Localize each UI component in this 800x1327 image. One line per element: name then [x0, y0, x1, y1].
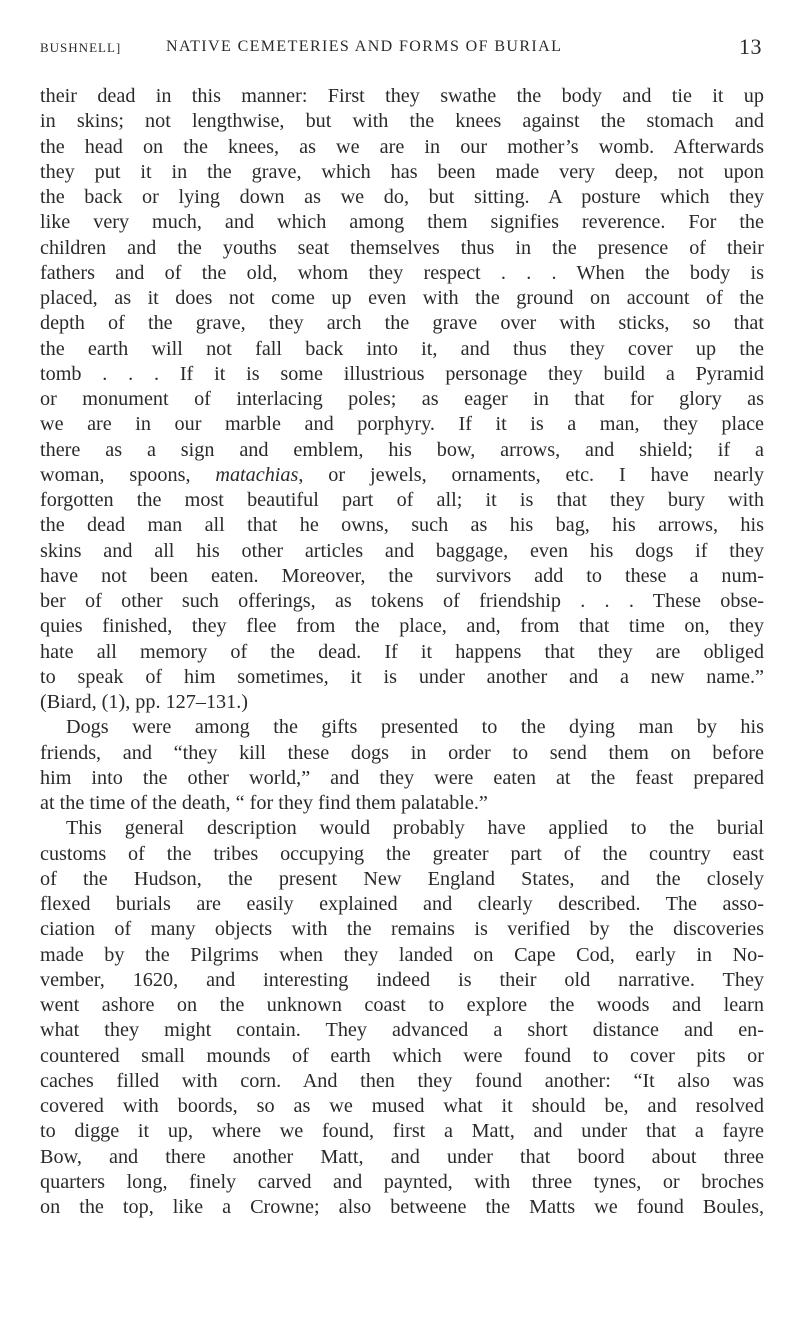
text-line: Bow, and there another Matt, and under that boord about three: [40, 1145, 764, 1168]
text-line: placed, as it does not come up even with the ground on account of the: [40, 287, 764, 309]
text-line: covered with boords, so as we mused what it should be, and resolved: [40, 1095, 764, 1117]
text-line: in skins; not lengthwise, but with the knees against the stomach and: [40, 110, 764, 133]
running-head: [40, 34, 762, 62]
text-line: countered small mounds of earth which were found to cover pits or: [40, 1044, 764, 1067]
text-line: children and the youths seat themselves thus in the presence of their: [40, 236, 764, 259]
text-line: the dead man all that he owns, such as his bag, his arrows, his: [40, 514, 764, 537]
text-line: depth of the grave, they arch the grave over with sticks, so that: [40, 312, 764, 335]
text-line: made by the Pilgrims when they landed on Cape Cod, early in No-: [40, 943, 764, 966]
text-line: went ashore on the unknown coast to explore the woods and learn: [40, 994, 764, 1016]
text-line: him into the other world,” and they were eaten at the feast prepared: [40, 766, 764, 789]
page-number: 13: [739, 34, 762, 59]
text-line: quarters long, finely carved and paynted, with three tynes, or broches: [40, 1170, 764, 1193]
text-line-with-italic: [40, 463, 764, 488]
text-line: there as a sign and emblem, his bow, arrows, and shield; if a: [40, 438, 764, 461]
text-line: friends, and “they kill these dogs in order to send them on before: [40, 741, 764, 764]
citation-line: (Biard, (1), pp. 127–131.): [40, 691, 249, 713]
text-line: have not been eaten. Moreover, the survivors add to these a num-: [40, 564, 764, 587]
text-line: the back or lying down as we do, but sitting. A posture which they: [40, 186, 764, 208]
text-segment: woman, spoons,: [40, 463, 216, 486]
text-line: or monument of interlacing poles; as eager in that for glory as: [40, 388, 764, 410]
text-line: what they might contain. They advanced a short distance and en-: [40, 1019, 764, 1042]
text-line: the head on the knees, as we are in our mother’s womb. Afterwards: [40, 135, 764, 158]
text-line: the earth will not fall back into it, and thus they cover up the: [40, 337, 764, 360]
text-line: tomb . . . If it is some illustrious personage they build a Pyramid: [40, 362, 764, 385]
text-line: we are in our marble and porphyry. If it is a man, they place: [40, 413, 764, 436]
text-line: vember, 1620, and interesting indeed is their old narrative. They: [40, 968, 764, 991]
text-line: flexed burials are easily explained and clearly described. The asso-: [40, 893, 764, 915]
text-line: to speak of him sometimes, it is under another and a new name.”: [40, 665, 764, 688]
italic-term-matachias: matachias: [215, 463, 299, 486]
running-head-author: BUSHNELL]: [40, 40, 122, 55]
text-line: ciation of many objects with the remains is verified by the discoveries: [40, 918, 764, 941]
text-line: hate all memory of the dead. If it happens that they are obliged: [40, 640, 764, 663]
text-line: to digge it up, where we found, first a Matt, and under that a fayre: [40, 1120, 764, 1143]
text-line: of the Hudson, the present New England States, and the closely: [40, 867, 764, 890]
running-head-title: NATIVE CEMETERIES AND FORMS OF BURIAL: [166, 38, 563, 55]
text-line: like very much, and which among them signifies reverence. For the: [40, 211, 764, 234]
paragraph-start: Dogs were among the gifts presented to the dying man by his: [66, 716, 764, 739]
text-line: fathers and of the old, whom they respect . . . When the body is: [40, 261, 764, 284]
text-line: their dead in this manner: First they swathe the body and tie it up: [40, 85, 764, 107]
text-line: skins and all his other articles and baggage, even his dogs if they: [40, 539, 764, 562]
body-text: [40, 84, 764, 1220]
text-line: quies finished, they flee from the place, and, from that time on, they: [40, 615, 764, 638]
text-segment: , or jewels, ornaments, etc. I have nearly: [298, 463, 764, 486]
paragraph-start: This general description would probably have applied to the burial: [66, 817, 764, 840]
text-line: they put it in the grave, which has been made very deep, not upon: [40, 160, 764, 183]
text-line: on the top, like a Crowne; also betweene the Matts we found Boules,: [40, 1196, 764, 1218]
text-line: forgotten the most beautiful part of all; it is that they bury with: [40, 489, 764, 511]
text-line: ber of other such offerings, as tokens of friendship . . . These obse-: [40, 590, 764, 612]
text-line: customs of the tribes occupying the greater part of the country east: [40, 842, 764, 865]
text-line: at the time of the death, “ for they find them palatable.”: [40, 792, 488, 814]
text-line: caches filled with corn. And then they found another: “It also was: [40, 1069, 764, 1092]
